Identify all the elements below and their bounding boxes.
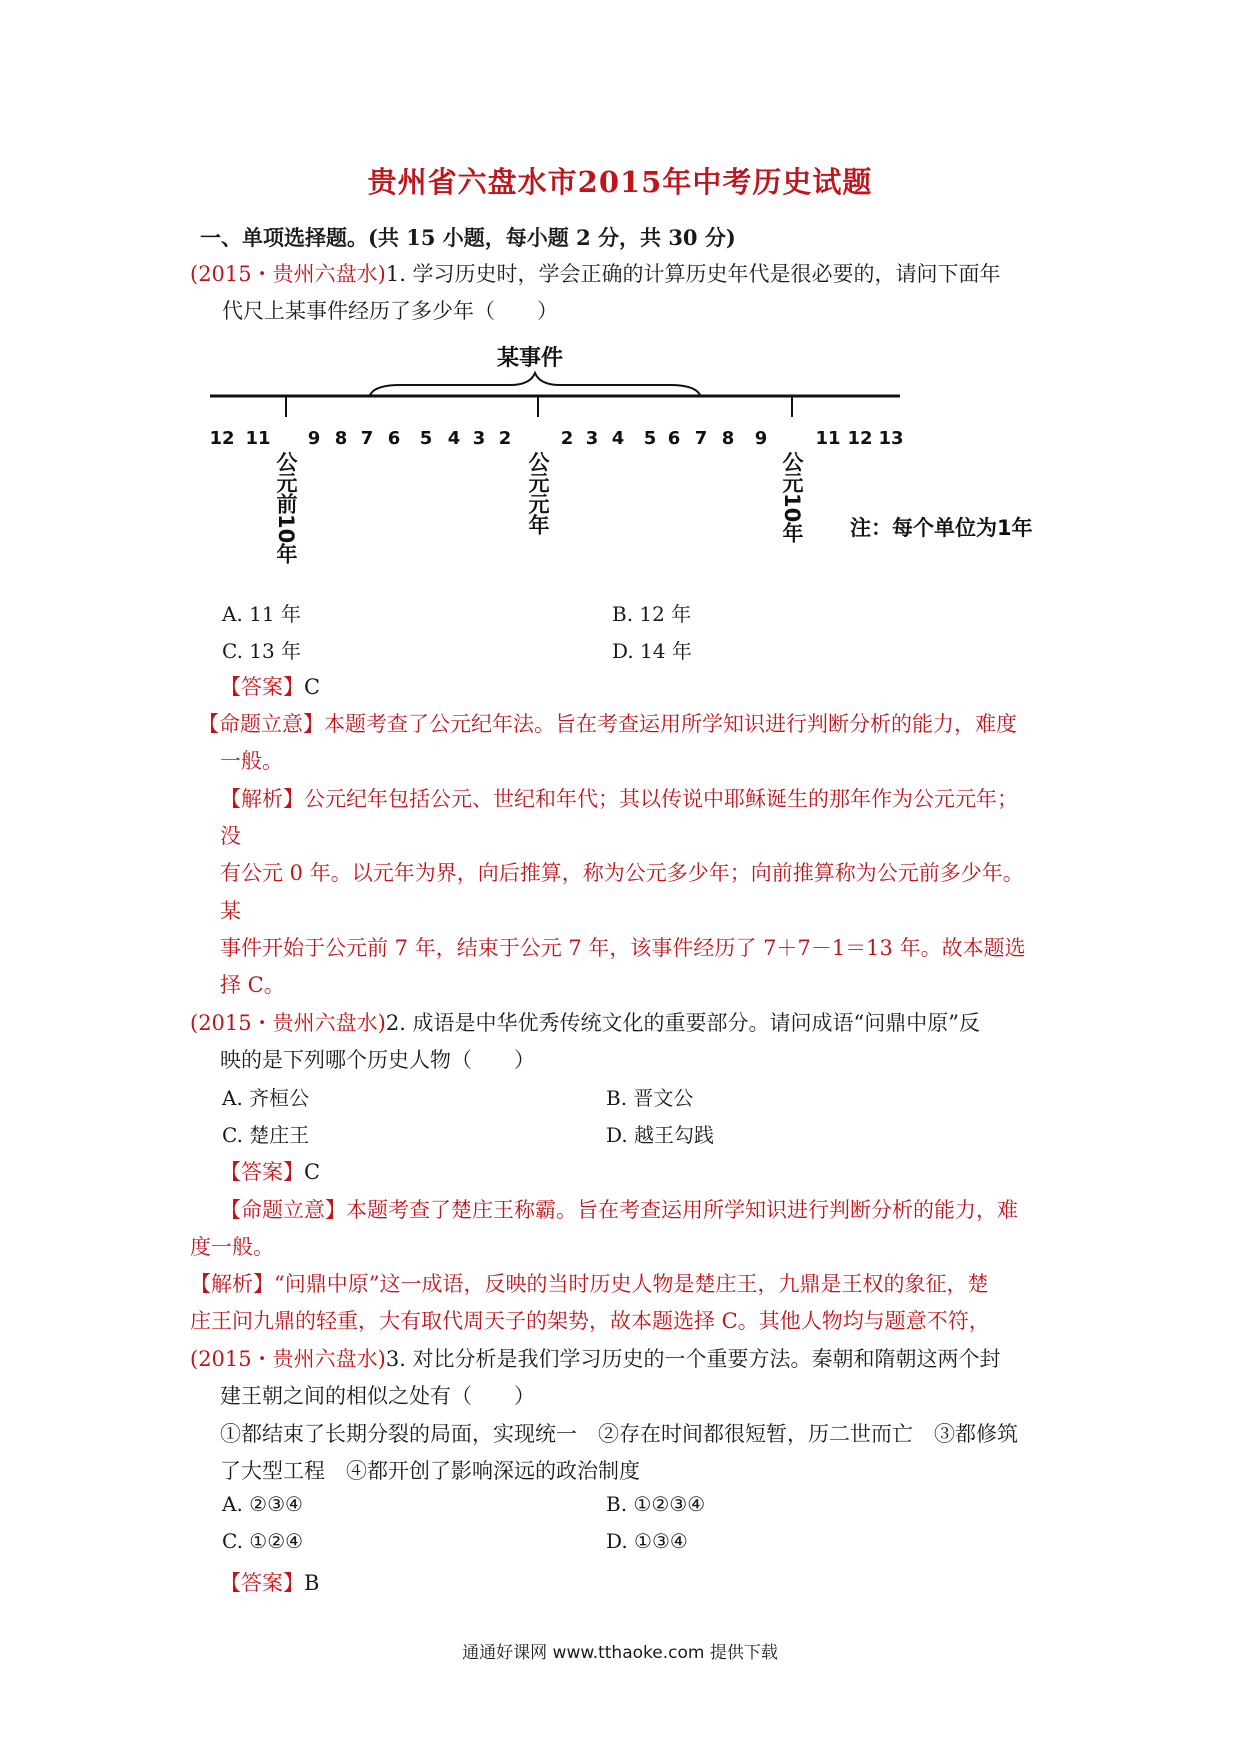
question-1-source: (2015・贵州六盘水) bbox=[190, 262, 386, 286]
timeline-tick-label: 11 bbox=[815, 428, 841, 449]
timeline-tick-label: 4 bbox=[447, 428, 461, 449]
analysis-label: 【解析】 bbox=[190, 1272, 274, 1296]
timeline-tick-label: 12 bbox=[209, 428, 235, 449]
answer-value: C bbox=[304, 1160, 321, 1184]
question-3-option-c: C. ①②④ bbox=[222, 1529, 304, 1553]
timeline-label-ad10: 公元10年 bbox=[780, 451, 804, 544]
timeline-tick-label: 8 bbox=[334, 428, 348, 449]
question-1-answer bbox=[220, 671, 320, 701]
analysis-text: 公元纪年包括公元、世纪和年代；其以传说中耶稣诞生的那年作为公元元年； bbox=[304, 787, 1018, 811]
question-3-line-3: ①都结束了长期分裂的局面，实现统一 ②存在时间都很短暂，历二世而亡 ③都修筑 bbox=[220, 1422, 1018, 1446]
timeline-label-ad1: 公元元年 bbox=[526, 451, 550, 535]
timeline-tick-label: 8 bbox=[721, 428, 735, 449]
timeline-tick-label: 9 bbox=[754, 428, 768, 449]
intent-label: 【命题立意】 bbox=[198, 712, 324, 736]
question-2-option-a: A. 齐桓公 bbox=[222, 1086, 310, 1110]
timeline-tick-label: 7 bbox=[360, 428, 374, 449]
answer-label: 【答案】 bbox=[220, 675, 304, 699]
analysis-label: 【解析】 bbox=[220, 787, 304, 811]
question-3-line-4: 了大型工程 ④都开创了影响深远的政治制度 bbox=[220, 1459, 640, 1483]
timeline-tick-label: 2 bbox=[498, 428, 512, 449]
timeline-tick-label: 4 bbox=[611, 428, 625, 449]
timeline-tick-label: 7 bbox=[694, 428, 708, 449]
timeline-tick-label: 5 bbox=[419, 428, 433, 449]
question-1-intent-line-2: 一般。 bbox=[220, 749, 283, 773]
timeline-tick-label: 9 bbox=[307, 428, 321, 449]
question-1-line-2: 代尺上某事件经历了多少年（ ） bbox=[222, 299, 558, 323]
question-1-analysis-line-6: 择 C。 bbox=[220, 973, 285, 997]
timeline-tick-label: 3 bbox=[472, 428, 486, 449]
question-2-intent bbox=[220, 1194, 1018, 1224]
timeline-tick-label: 11 bbox=[245, 428, 271, 449]
question-2-line-1 bbox=[190, 1007, 980, 1037]
timeline-label-bc10: 公元前10年 bbox=[274, 451, 298, 565]
question-1-text: 1. 学习历史时，学会正确的计算历史年代是很必要的，请问下面年 bbox=[385, 262, 1001, 286]
question-2-analysis bbox=[190, 1268, 988, 1298]
question-1-analysis-line-3: 有公元 0 年。以元年为界，向后推算，称为公元多少年；向前推算称为公元前多少年。 bbox=[220, 861, 1024, 885]
timeline-tick-label: 5 bbox=[643, 428, 657, 449]
timeline-tick-label: 13 bbox=[878, 428, 904, 449]
page-title: 贵州省六盘水市2015年中考历史试题 bbox=[367, 165, 873, 199]
answer-value: B bbox=[304, 1571, 320, 1595]
question-3-answer bbox=[220, 1567, 319, 1597]
question-1-option-c: C. 13 年 bbox=[222, 639, 302, 663]
question-3-text: 3. 对比分析是我们学习历史的一个重要方法。秦朝和隋朝这两个封 bbox=[385, 1347, 1001, 1371]
analysis-text: “问鼎中原”这一成语，反映的当时历史人物是楚庄王，九鼎是王权的象征，楚 bbox=[274, 1272, 989, 1296]
question-1-intent bbox=[198, 708, 1017, 738]
question-1-option-a: A. 11 年 bbox=[222, 602, 301, 626]
question-2-answer bbox=[220, 1156, 320, 1186]
question-2-line-2: 映的是下列哪个历史人物（ ） bbox=[220, 1048, 535, 1072]
timeline-event-label: 某事件 bbox=[496, 346, 564, 371]
question-2-option-d: D. 越王勾践 bbox=[606, 1123, 715, 1147]
question-2-option-b: B. 晋文公 bbox=[606, 1086, 694, 1110]
section-heading: 一、单项选择题。(共 15 小题，每小题 2 分，共 30 分) bbox=[200, 225, 736, 250]
question-2-option-c: C. 楚庄王 bbox=[222, 1123, 310, 1147]
question-1-analysis-line-5: 事件开始于公元前 7 年，结束于公元 7 年，该事件经历了 7＋7－1＝13 年。故本题选 bbox=[220, 936, 1026, 960]
question-1-analysis bbox=[220, 783, 1018, 813]
answer-label: 【答案】 bbox=[220, 1160, 304, 1184]
timeline-tick-label: 12 bbox=[847, 428, 873, 449]
answer-label: 【答案】 bbox=[220, 1571, 304, 1595]
timeline-tick-label: 2 bbox=[560, 428, 574, 449]
question-1-line-1 bbox=[190, 258, 1001, 288]
question-3-line-1 bbox=[190, 1343, 1001, 1373]
question-3-source: (2015・贵州六盘水) bbox=[190, 1347, 386, 1371]
question-1-option-d: D. 14 年 bbox=[612, 639, 692, 663]
question-2-intent-line-2: 度一般。 bbox=[190, 1235, 274, 1259]
intent-label: 【命题立意】 bbox=[220, 1198, 346, 1222]
question-2-source: (2015・贵州六盘水) bbox=[190, 1011, 386, 1035]
timeline-event-brace bbox=[370, 373, 700, 395]
question-3-option-d: D. ①③④ bbox=[606, 1529, 688, 1553]
question-3-option-a: A. ②③④ bbox=[222, 1492, 303, 1516]
timeline-note: 注：每个单位为1年 bbox=[850, 516, 1033, 540]
timeline-figure bbox=[200, 335, 1080, 585]
page-footer: 通通好课网 www.tthaoke.com 提供下载 bbox=[462, 1643, 778, 1663]
question-1-analysis-line-4: 某 bbox=[220, 899, 241, 923]
timeline-tick-label: 3 bbox=[585, 428, 599, 449]
question-2-analysis-line-2: 庄王问九鼎的轻重，大有取代周天子的架势，故本题选择 C。其他人物均与题意不符， bbox=[190, 1309, 990, 1333]
question-2-text: 2. 成语是中华优秀传统文化的重要部分。请问成语“问鼎中原”反 bbox=[385, 1011, 981, 1035]
question-1-option-b: B. 12 年 bbox=[612, 602, 692, 626]
question-3-option-b: B. ①②③④ bbox=[606, 1492, 706, 1516]
question-1-analysis-line-2: 没 bbox=[220, 824, 241, 848]
timeline-tick-label: 6 bbox=[667, 428, 681, 449]
timeline-tick-label: 6 bbox=[387, 428, 401, 449]
intent-text: 本题考查了楚庄王称霸。旨在考查运用所学知识进行判断分析的能力，难 bbox=[346, 1198, 1018, 1222]
answer-value: C bbox=[304, 675, 321, 699]
intent-text: 本题考查了公元纪年法。旨在考查运用所学知识进行判断分析的能力，难度 bbox=[324, 712, 1017, 736]
question-3-line-2: 建王朝之间的相似之处有（ ） bbox=[220, 1384, 535, 1408]
